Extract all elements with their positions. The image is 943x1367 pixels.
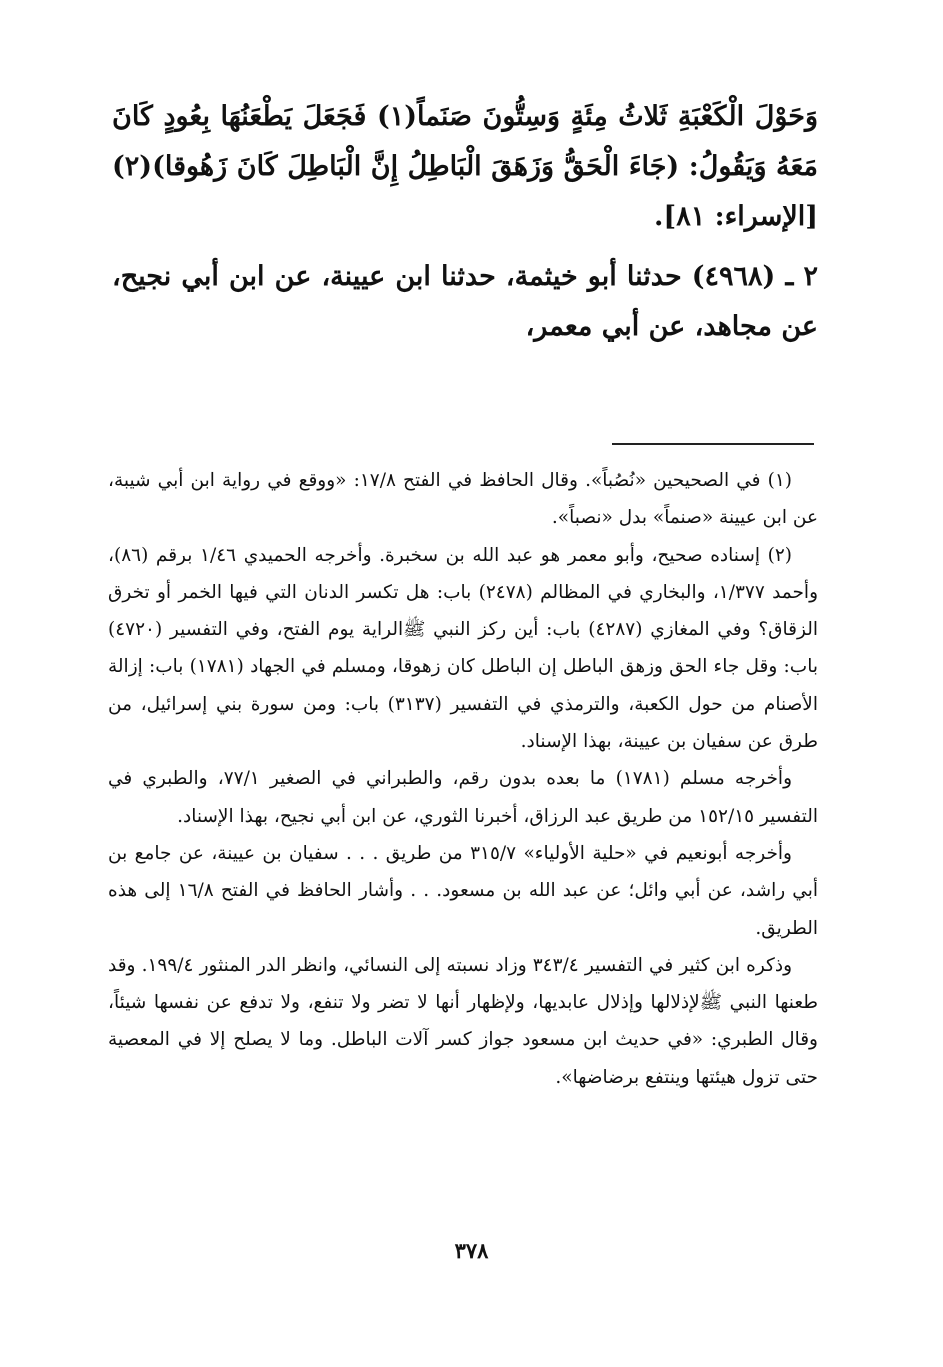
footnote-2-continuation: وأخرجه مسلم (١٧٨١) ما بعده بدون رقم، والطبراني في الصغير ٧٧/١، والطبري في التفسير ١٥٢/١٥ من طريق عبد الرزاق، أخبرنا الثوري، عن ابن أبي نجيح، بهذا الإسناد. — [108, 768, 818, 827]
footnote-separator — [612, 443, 814, 445]
footnote-2-continuation: وأخرجه أبونعيم في «حلية الأولياء» ٣١٥/٧ من طريق . . . سفيان بن عيينة، عن جامع بن أبي راشد، عن أبي وائل؛ عن عبد الله بن مسعود. . . وأشار الحافظ في الفتح ١٦/٨ إلى هذه الطريق. — [108, 842, 819, 939]
page-number: ٣٧٨ — [454, 1238, 489, 1263]
main-text — [112, 92, 818, 352]
footnote-2-continuation: وذكره ابن كثير في التفسير ٣٤٣/٤ وزاد نسبته إلى النسائي، وانظر الدر المنثور ١٩٩/٤. وقد طعنها النبي ﷺلإذلالها وإذلال عابديها، ولإظهار أنها لا تضر ولا تنفع، ولا تدفع عن نفسها شيئاً، وقال الطبري: «في حديث ابن مسعود جواز كسر آلات الباطل. وما لا يصلح إلا في المعصية حتى تزول هيئتها وينتفع برضاضها». — [108, 954, 818, 1088]
hadith-paragraph: ٢ ـ (٤٩٦٨) حدثنا أبو خيثمة، حدثنا ابن عيينة، عن ابن أبي نجيح، عن مجاهد، عن أبي معمر، — [112, 261, 818, 342]
footnote-1: (١) في الصحيحين «نُصُباً». وقال الحافظ في الفتح ١٧/٨: «ووقع في رواية ابن أبي شيبة، عن ابن عيينة «صنماً» بدل «نصباً». — [108, 470, 818, 529]
verse-paragraph: وَحَوْلَ الْكَعْبَةِ ثَلاثُ مِئَةٍ وَسِتُّونَ صَنَماً(١) فَجَعَلَ يَطْعَنُهَا بِعُودٍ كَانَ مَعَهُ وَيَقُولُ: (جَاءَ الْحَقُّ وَزَهَقَ الْبَاطِلُ إِنَّ الْبَاطِلَ كَانَ زَهُوقا)(٢) [الإسراء: ٨١]. — [112, 101, 818, 232]
footnotes — [108, 462, 818, 1096]
footnote-2: (٢) إسناده صحيح، وأبو معمر هو عبد الله بن سخبرة. وأخرجه الحميدي ١/٤٦ برقم (٨٦)، وأحمد ١/٣٧٧، والبخاري في المظالم (٢٤٧٨) باب: هل تكسر الدنان التي فيها الخمر أو تخرق الزقاق؟ وفي المغازي (٤٢٨٧) باب: أين ركز النبي ﷺالراية يوم الفتح، وفي التفسير (٤٧٢٠) باب: وقل جاء الحق وزهق الباطل إن الباطل كان زهوقا، ومسلم في الجهاد (١٧٨١) باب: إزالة الأصنام من حول الكعبة، والترمذي في التفسير (٣١٣٧) باب: ومن سورة بني إسرائيل، من طرق عن سفيان بن عيينة، بهذا الإسناد. — [108, 544, 819, 753]
